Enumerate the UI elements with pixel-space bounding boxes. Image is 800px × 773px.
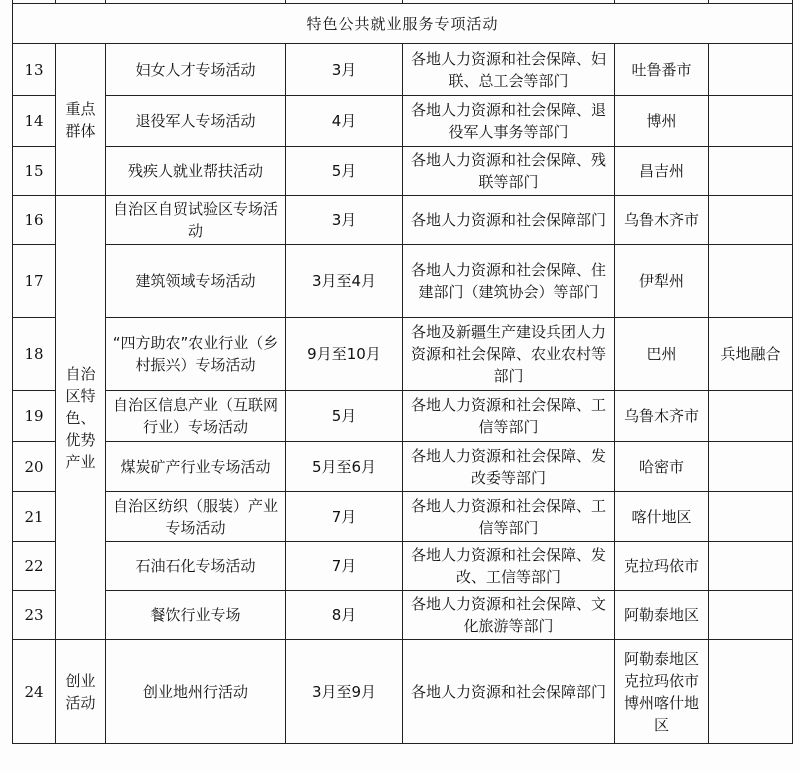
category-entrepreneurship: 创业活动 xyxy=(56,640,106,744)
remark xyxy=(709,542,793,591)
activity-name: 煤炭矿产行业专场活动 xyxy=(106,442,286,492)
row-number: 16 xyxy=(13,196,56,245)
table-row xyxy=(13,591,793,640)
activity-name: 自治区信息产业（互联网行业）专场活动 xyxy=(106,391,286,442)
row-number: 22 xyxy=(13,542,56,591)
row-number: 14 xyxy=(13,96,56,147)
host-location: 克拉玛依市 xyxy=(615,542,709,591)
category-regional-industries: 自治区特色、优势产业 xyxy=(56,196,106,640)
responsible-departments: 各地人力资源和社会保障、退役军人事务等部门 xyxy=(403,96,615,147)
host-location: 博州 xyxy=(615,96,709,147)
remark: 兵地融合 xyxy=(709,318,793,391)
remark xyxy=(709,44,793,96)
responsible-departments: 各地人力资源和社会保障部门 xyxy=(403,196,615,245)
table-row xyxy=(13,245,793,318)
host-location: 巴州 xyxy=(615,318,709,391)
responsible-departments: 各地人力资源和社会保障、文化旅游等部门 xyxy=(403,591,615,640)
activity-time: 5月 xyxy=(286,147,403,196)
responsible-departments: 各地及新疆生产建设兵团人力资源和社会保障、农业农村等部门 xyxy=(403,318,615,391)
row-number: 20 xyxy=(13,442,56,492)
section-title: 特色公共就业服务专项活动 xyxy=(13,4,793,44)
activity-time: 3月至9月 xyxy=(286,640,403,744)
row-number: 18 xyxy=(13,318,56,391)
activity-time: 3月 xyxy=(286,196,403,245)
remark xyxy=(709,391,793,442)
activity-time: 7月 xyxy=(286,542,403,591)
row-number: 23 xyxy=(13,591,56,640)
host-location: 吐鲁番市 xyxy=(615,44,709,96)
activity-name: 自治区纺织（服装）产业专场活动 xyxy=(106,492,286,542)
activity-time: 5月至6月 xyxy=(286,442,403,492)
table-row xyxy=(13,492,793,542)
row-number: 21 xyxy=(13,492,56,542)
activity-time: 8月 xyxy=(286,591,403,640)
remark xyxy=(709,245,793,318)
section-title-row xyxy=(13,4,793,44)
table-row xyxy=(13,318,793,391)
table-row xyxy=(13,391,793,442)
activity-table xyxy=(12,0,793,744)
host-location: 伊犁州 xyxy=(615,245,709,318)
activity-name: 残疾人就业帮扶活动 xyxy=(106,147,286,196)
host-location: 乌鲁木齐市 xyxy=(615,391,709,442)
host-location: 喀什地区 xyxy=(615,492,709,542)
activity-name: 退役军人专场活动 xyxy=(106,96,286,147)
remark xyxy=(709,196,793,245)
activity-time: 3月至4月 xyxy=(286,245,403,318)
activity-name: 创业地州行活动 xyxy=(106,640,286,744)
activity-name: “四方助农”农业行业（乡村振兴）专场活动 xyxy=(106,318,286,391)
row-number: 19 xyxy=(13,391,56,442)
activity-name: 自治区自贸试验区专场活动 xyxy=(106,196,286,245)
remark xyxy=(709,147,793,196)
table-row xyxy=(13,542,793,591)
responsible-departments: 各地人力资源和社会保障、发改、工信等部门 xyxy=(403,542,615,591)
row-number: 15 xyxy=(13,147,56,196)
activity-name: 妇女人才专场活动 xyxy=(106,44,286,96)
responsible-departments: 各地人力资源和社会保障部门 xyxy=(403,640,615,744)
activity-time: 4月 xyxy=(286,96,403,147)
row-number: 13 xyxy=(13,44,56,96)
activity-name: 石油石化专场活动 xyxy=(106,542,286,591)
host-location: 昌吉州 xyxy=(615,147,709,196)
row-number: 17 xyxy=(13,245,56,318)
table-row xyxy=(13,147,793,196)
host-location: 哈密市 xyxy=(615,442,709,492)
row-number: 24 xyxy=(13,640,56,744)
table-row xyxy=(13,96,793,147)
activity-name: 餐饮行业专场 xyxy=(106,591,286,640)
activity-time: 3月 xyxy=(286,44,403,96)
host-location: 阿勒泰地区 xyxy=(615,591,709,640)
remark xyxy=(709,591,793,640)
table-row xyxy=(13,640,793,744)
table-row xyxy=(13,196,793,245)
table-row xyxy=(13,442,793,492)
activity-time: 7月 xyxy=(286,492,403,542)
category-key-groups: 重点群体 xyxy=(56,44,106,196)
responsible-departments: 各地人力资源和社会保障、工信等部门 xyxy=(403,492,615,542)
table-row xyxy=(13,44,793,96)
responsible-departments: 各地人力资源和社会保障、残联等部门 xyxy=(403,147,615,196)
remark xyxy=(709,442,793,492)
remark xyxy=(709,640,793,744)
responsible-departments: 各地人力资源和社会保障、发改委等部门 xyxy=(403,442,615,492)
responsible-departments: 各地人力资源和社会保障、妇联、总工会等部门 xyxy=(403,44,615,96)
activity-name: 建筑领域专场活动 xyxy=(106,245,286,318)
host-location: 阿勒泰地区克拉玛依市博州喀什地区 xyxy=(615,640,709,744)
activity-time: 9月至10月 xyxy=(286,318,403,391)
remark xyxy=(709,492,793,542)
host-location: 乌鲁木齐市 xyxy=(615,196,709,245)
remark xyxy=(709,96,793,147)
responsible-departments: 各地人力资源和社会保障、住建部门（建筑协会）等部门 xyxy=(403,245,615,318)
activity-time: 5月 xyxy=(286,391,403,442)
responsible-departments: 各地人力资源和社会保障、工信等部门 xyxy=(403,391,615,442)
